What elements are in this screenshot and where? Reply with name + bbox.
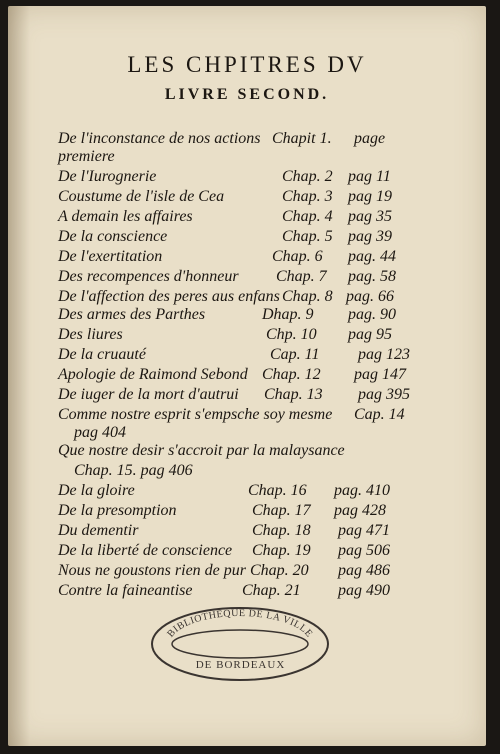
library-stamp (148, 604, 333, 684)
toc-entry-title: Contre la faineantise (58, 582, 193, 599)
toc-entry-page: pag 123 (358, 346, 410, 363)
toc-entry-title: Que nostre desir s'accroit par la malaysance (58, 442, 345, 459)
toc-entry (58, 188, 458, 206)
stamp-line-top: BIBLIOTHÈQUE DE LA VILLE (165, 607, 315, 640)
toc-entry (58, 366, 458, 384)
toc-entry-chapter: Chap. 13 (264, 386, 323, 403)
toc-entry-page: pag. 66 (346, 288, 394, 305)
toc-entry-page: pag 147 (354, 366, 406, 383)
toc-entry-page: pag 490 (338, 582, 390, 599)
toc-entry-title: De la liberté de conscience (58, 542, 233, 559)
toc-entry (58, 562, 458, 580)
toc-entry (58, 248, 458, 266)
toc-entry-page: pag 11 (348, 168, 391, 185)
toc-entry-page: page (354, 130, 386, 147)
toc-entry-title: De la gloire (58, 482, 135, 499)
toc-entry-chapter: Chapit 1. (272, 130, 332, 147)
toc-entry-chapter: Chap. 17 (252, 502, 311, 519)
page-subtitle: LIVRE SECOND. (164, 86, 330, 103)
toc-entry-page: pag 486 (338, 562, 390, 579)
toc-entry-title: Des recompences d'honneur (58, 268, 239, 285)
toc-entry-title: Apologie de Raimond Sebond (58, 366, 248, 383)
toc-entry-page: pag 19 (348, 188, 392, 205)
toc-entry-chapter: Chap. 5 (282, 228, 333, 245)
toc-entry (58, 306, 458, 324)
toc-entry-chapter: Chap. 16 (248, 482, 307, 499)
toc-entry (58, 288, 458, 306)
toc-entry-title: De la conscience (58, 228, 168, 245)
toc-entry (58, 326, 458, 344)
toc-entry-title: De l'affection des peres aus enfans (58, 288, 280, 305)
toc-entry-title: Comme nostre esprit s'empsche soy mesme (58, 406, 333, 423)
toc-entry-chapter: Chap. 4 (282, 208, 333, 225)
toc-entry-chapter: Chap. 21 (242, 582, 301, 599)
toc-entry-page: pag. 90 (348, 306, 396, 323)
toc-entry (58, 406, 458, 424)
toc-entry-page: pag. 44 (348, 248, 396, 265)
toc-entry (58, 130, 458, 148)
toc-entry-continuation: Chap. 15. pag 406 (74, 462, 193, 479)
toc-entry-chapter: Chap. 18 (252, 522, 311, 539)
toc-entry (58, 542, 458, 560)
toc-entry-chapter: Chap. 20 (250, 562, 309, 579)
toc-entry (58, 442, 458, 460)
toc-entry (58, 482, 458, 500)
toc-entry-page: pag 39 (348, 228, 392, 245)
toc-entry-page: pag 471 (338, 522, 390, 539)
toc-entry-title: De la presomption (58, 502, 177, 519)
toc-entry (58, 228, 458, 246)
toc-entry-continuation: premiere (58, 148, 115, 165)
toc-entry (58, 268, 458, 286)
toc-entry-chapter: Cap. 11 (270, 346, 320, 363)
toc-entry-page: pag 95 (348, 326, 392, 343)
stamp-line-bottom: DE BORDEAUX (195, 659, 286, 671)
toc-entry-chapter: Chap. 3 (282, 188, 333, 205)
page-title: LES CHPITRES DV (127, 52, 367, 77)
toc-entry-chapter: Chap. 12 (262, 366, 321, 383)
toc-entry-page: pag 35 (348, 208, 392, 225)
toc-entry-chapter: Chap. 7 (276, 268, 327, 285)
toc-entry-page: pag. 410 (334, 482, 390, 499)
stamp-oval-icon (148, 604, 333, 684)
toc-entry-title: Nous ne goustons rien de pur (58, 562, 246, 579)
toc-entry-title: De la cruauté (58, 346, 146, 363)
book-page (8, 6, 486, 746)
toc-entry-page: pag 506 (338, 542, 390, 559)
toc-entry-chapter: Chap. 8 (282, 288, 333, 305)
toc-entry-page: pag 428 (334, 502, 386, 519)
toc-entry-continuation: pag 404 (74, 424, 126, 441)
toc-entry (58, 522, 458, 540)
toc-entry (58, 386, 458, 404)
toc-entry-title: De l'inconstance de nos actions (58, 130, 261, 147)
toc-entry (58, 582, 458, 600)
toc-entry (58, 208, 458, 226)
toc-entry-chapter: Chap. 19 (252, 542, 311, 559)
toc-entry (58, 502, 458, 520)
toc-entry-title: Des armes des Parthes (58, 306, 206, 323)
toc-entry-title: A demain les affaires (58, 208, 193, 225)
toc-entry-title: Du dementir (58, 522, 139, 539)
toc-entry-chapter: Chp. 10 (266, 326, 317, 343)
page-gutter-shadow (8, 6, 30, 746)
toc-entry-chapter: Chap. 2 (282, 168, 333, 185)
toc-entry (58, 168, 458, 186)
toc-entry-title: Coustume de l'isle de Cea (58, 188, 225, 205)
toc-entry-page: pag 395 (358, 386, 410, 403)
toc-entry-title: De iuger de la mort d'autrui (58, 386, 239, 403)
toc-entry-chapter: Dhap. 9 (262, 306, 314, 323)
toc-entry-page: pag. 58 (348, 268, 396, 285)
toc-entry-title: De l'Iurognerie (58, 168, 157, 185)
toc-entry-chapter: Chap. 6 (272, 248, 323, 265)
toc-entry-chapter: Cap. 14 (354, 406, 405, 423)
toc-entry-title: De l'exertitation (58, 248, 163, 265)
toc-entry (58, 346, 458, 364)
toc-entry-title: Des liures (58, 326, 123, 343)
